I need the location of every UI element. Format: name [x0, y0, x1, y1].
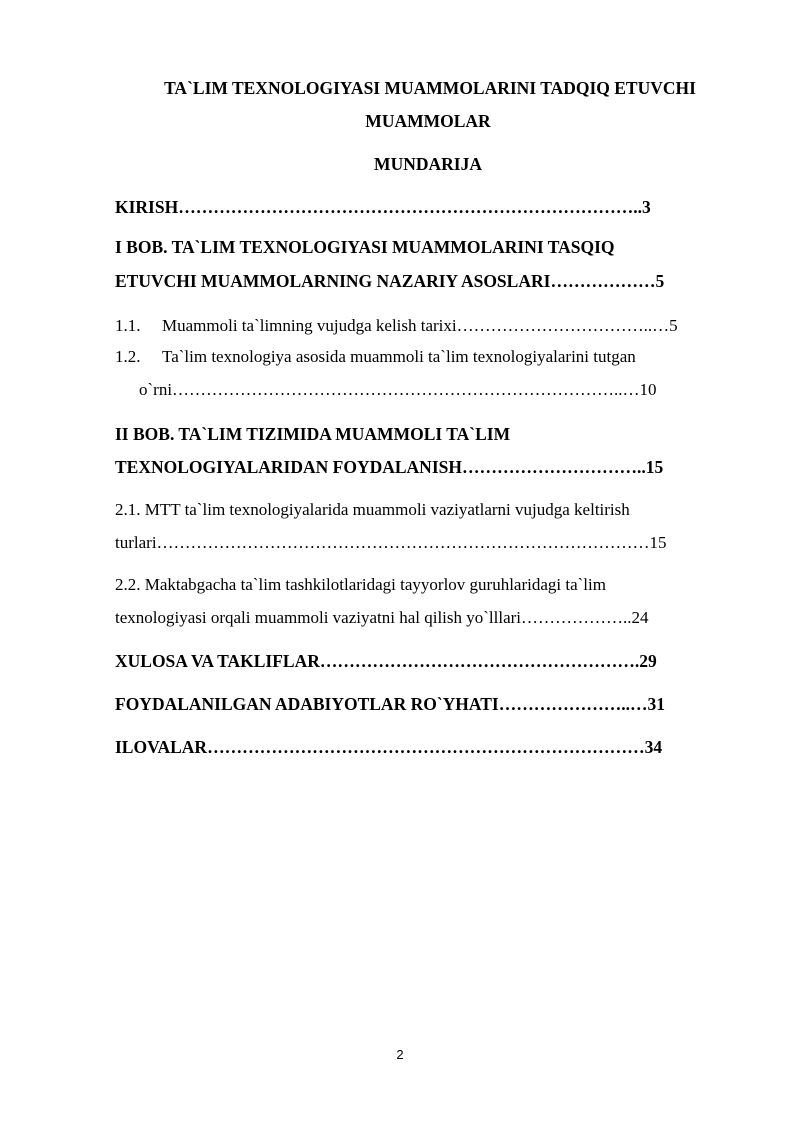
- toc-dots: …………………………..: [461, 457, 646, 477]
- toc-dots: ……………………………..…: [456, 316, 670, 335]
- toc-page-number: 3: [641, 197, 651, 217]
- toc-page-number: 5: [655, 271, 665, 291]
- toc-entry-label: turlari: [115, 533, 157, 552]
- toc-section-number: 1.1.: [115, 316, 141, 335]
- toc-entry-ilovalar: [115, 736, 710, 758]
- toc-entry-label: I BOB. TA`LIM TEXNOLOGIYASI MUAMMOLARINI TASQIQ: [115, 237, 615, 257]
- toc-entry-bob1-line2: [115, 270, 710, 292]
- toc-dots: …………………………………………………………………: [207, 737, 645, 757]
- document-title-line-2: MUAMMOLAR: [365, 111, 491, 131]
- toc-entry-label: XULOSA VA TAKLIFLAR: [115, 651, 320, 671]
- toc-entry-kirish: [115, 196, 710, 218]
- toc-entry-adabiyotlar: [115, 693, 710, 715]
- toc-page-number: 31: [647, 694, 665, 714]
- toc-page-number: 15: [645, 457, 664, 477]
- toc-entry-label: FOYDALANILGAN ADABIYOTLAR RO`YHATI: [115, 694, 499, 714]
- toc-entry-label: Ta`lim texnologiya asosida muammoli ta`lim texnologiyalarini tutgan: [162, 347, 636, 366]
- toc-dots: …………………..…: [498, 694, 648, 714]
- toc-entry-bob2-line1: [115, 423, 710, 445]
- document-title-line-1: TA`LIM TEXNOLOGIYASI MUAMMOLARINI TADQIQ ETUVCHI: [164, 78, 696, 98]
- page-number: 2: [396, 1047, 404, 1062]
- toc-entry-2-1-line1: [115, 499, 710, 521]
- toc-entry-2-2-line1: [115, 574, 710, 596]
- toc-entry-label: 2.1. MTT ta`lim texnologiyalarida muammoli vaziyatlarni vujudga keltirish: [115, 500, 630, 519]
- toc-dots: ……………………………………………………………………………: [156, 533, 650, 552]
- toc-page-number: 5: [669, 316, 678, 335]
- toc-page-number: 29: [639, 651, 657, 671]
- toc-page-number: 15: [649, 533, 667, 552]
- toc-page-number: 10: [639, 380, 657, 399]
- toc-entry-label: o`rni: [139, 380, 173, 399]
- toc-entry-label: ETUVCHI MUAMMOLARNING NAZARIY ASOSLARI: [115, 271, 551, 291]
- toc-entry-bob2-line2: [115, 456, 710, 478]
- toc-entry-label: TEXNOLOGIYALARIDAN FOYDALANISH: [115, 457, 462, 477]
- toc-entry-xulosa: [115, 650, 710, 672]
- toc-dots: ………………: [550, 271, 656, 291]
- toc-entry-2-1-line2: [115, 532, 710, 554]
- toc-dots: ……………………………………………….: [319, 651, 640, 671]
- toc-entry-bob1-line1: [115, 236, 710, 258]
- toc-section-number: 1.2.: [115, 347, 141, 366]
- toc-page-number: 24: [631, 608, 649, 627]
- toc-entry-label: 2.2. Maktabgacha ta`lim tashkilotlaridagi tayyorlov guruhlaridagi ta`lim: [115, 575, 606, 594]
- toc-entry-label: II BOB. TA`LIM TIZIMIDA MUAMMOLI TA`LIM: [115, 424, 511, 444]
- toc-dots: ……………………………………………………………………..…: [172, 380, 640, 399]
- toc-dots: ……………………………………………………………………..: [178, 197, 642, 217]
- toc-entry-label: KIRISH: [115, 197, 179, 217]
- toc-entry-label: Muammoli ta`limning vujudga kelish tarixi: [162, 316, 457, 335]
- toc-entry-1-2-line1: [115, 346, 710, 368]
- toc-entry-label: ILOVALAR: [115, 737, 208, 757]
- toc-entry-1-2-line2: [115, 379, 734, 401]
- toc-entry-2-2-line2: [115, 607, 710, 629]
- toc-page-number: 34: [644, 737, 663, 757]
- toc-entry-label: texnologiyasi orqali muammoli vaziyatni hal qilish yo`lllari: [115, 608, 522, 627]
- toc-heading: MUNDARIJA: [374, 154, 482, 174]
- toc-dots: ………………..: [521, 608, 632, 627]
- toc-entry-1-1: [115, 315, 710, 337]
